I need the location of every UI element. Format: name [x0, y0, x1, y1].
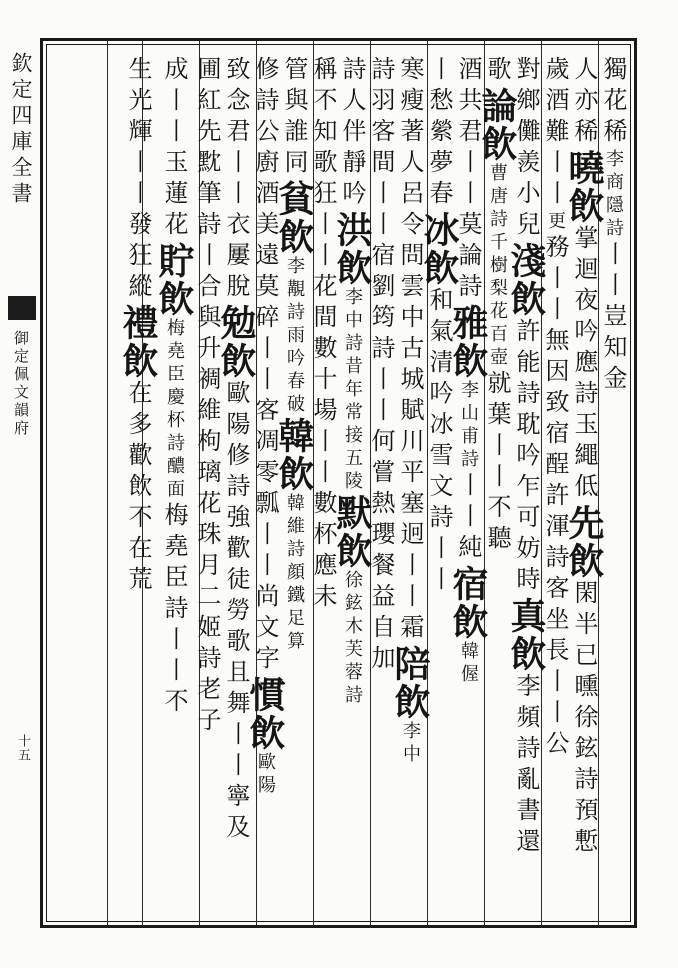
entry-text: 和氣清吟冰雪文 [425, 287, 453, 504]
citation-note: 韓維詩顔鐵足算 [284, 493, 305, 654]
entry-text: 詩人伴靜吟 [338, 56, 366, 211]
entry-text: 瓢丨丨尚文字 [251, 490, 279, 676]
entry-text: 掌迴夜吟應詩玉繩低 [570, 225, 598, 504]
entry-heading: 淺飲 [505, 242, 547, 318]
entry-text: 許渾詩客坐長丨丨公 [541, 482, 569, 761]
citation-note: 李中詩昔年常接五陵 [342, 287, 363, 494]
entry-text: 圃紅先黕筆詩丨 [193, 56, 221, 273]
entry-text: 梅堯臣詩丨丨不 [160, 502, 188, 719]
entry-text: 生光輝丨丨發狂縱 [124, 56, 152, 304]
entry-heading: 貯飲 [153, 242, 195, 318]
text-column [115, 56, 161, 916]
entry-text: 呂令問雲中古城賦川平塞迥丨丨霜 [396, 180, 424, 645]
entry-text: 就葉丨丨不聽 [483, 370, 511, 556]
entry-text: 丨丨豈知金 [599, 241, 627, 396]
entry-text: 詩羽客間丨丨 [367, 56, 395, 242]
citation-note: 更 [545, 211, 566, 234]
book-title: 欽定四庫全書 [9, 52, 33, 208]
entry-text: 李頻詩亂書還 [512, 673, 540, 859]
entry-text: 稱不知歌 [309, 56, 337, 180]
entry-text: 歌 [483, 56, 511, 87]
citation-note: 歐陽 [255, 752, 276, 798]
entry-heading: 勉飲 [215, 304, 257, 380]
citation-note: 李商隱詩 [603, 149, 624, 241]
page-number: 十五 [15, 734, 30, 762]
entry-text: 酒共君丨丨莫論詩 [454, 56, 482, 304]
citation-note: 梅堯臣慶杯詩醲面 [164, 318, 185, 502]
column-rule [107, 41, 108, 925]
entry-text: 閑半已曛 [570, 580, 598, 704]
entry-text: 宿劉筠詩丨丨何嘗熱瓔餐益自加 [367, 242, 395, 676]
citation-note: 曹唐詩千樹梨花百壺 [487, 163, 508, 370]
entry-heading: 曉飲 [563, 149, 605, 225]
citation-note: 徐鉉木芙蓉詩 [342, 570, 363, 708]
entry-text: 獨花稀 [599, 56, 627, 149]
entry-text: 務丨丨無因致宿酲 [541, 234, 569, 482]
entry-text: 寒瘦著人 [396, 56, 424, 180]
entry-text: 歐陽修詩強歡徒勞歌且舞丨丨寧及 [222, 380, 250, 845]
entry-heading: 先飲 [563, 504, 605, 580]
citation-note: 李中 [400, 721, 421, 767]
entry-text: 成丨丨玉蓮花 [160, 56, 188, 242]
entry-heading: 論飲 [476, 87, 518, 163]
entry-heading: 默飲 [331, 494, 373, 570]
entry-text: 狂丨丨花間數十場 [309, 180, 337, 428]
entry-text: 詩丨丨 [425, 504, 453, 597]
entry-text: 許能詩耽吟乍可妨時 [512, 318, 540, 597]
entry-text: 合與升裯維枸璃花珠月二姬詩老子 [193, 273, 221, 738]
entry-text: 修詩公廚酒美遠莫 [251, 56, 279, 304]
entry-text: 對鄉儺羨小兒 [512, 56, 540, 242]
entry-text: 人亦稀 [570, 56, 598, 149]
entry-heading: 貧飲 [273, 180, 315, 256]
entry-text: 歲酒難丨丨 [541, 56, 569, 211]
entry-heading: 洪飲 [331, 211, 373, 287]
entry-text: 徐鉉詩預慙 [570, 704, 598, 859]
citation-note: 韓偓 [458, 641, 479, 687]
entry-text: 丨丨數杯應未 [309, 428, 337, 614]
entry-heading: 陪飲 [389, 645, 431, 721]
entry-heading: 宿飲 [447, 565, 489, 641]
entry-text: 在多歡飲不在荒 [124, 380, 152, 597]
entry-text: 丨愁縈夢春 [425, 56, 453, 211]
citation-note: 李山甫詩 [458, 380, 479, 472]
fishtail-mark [8, 296, 36, 320]
entry-text: 碎丨丨客凋零 [251, 304, 279, 490]
entry-heading: 冰飲 [418, 211, 460, 287]
entry-heading: 慣飲 [244, 676, 286, 752]
entry-heading: 雅飲 [447, 304, 489, 380]
citation-note: 李覯詩雨吟春破 [284, 256, 305, 417]
entry-text: 致念君丨丨衣屢脫 [222, 56, 250, 304]
entry-heading: 禮飲 [117, 304, 159, 380]
entry-heading: 真飲 [505, 597, 547, 673]
entry-text: 丨丨純 [454, 472, 482, 565]
work-title: 御定佩文韻府 [12, 330, 30, 438]
entry-text: 管與誰同 [280, 56, 308, 180]
entry-heading: 韓飲 [273, 417, 315, 493]
